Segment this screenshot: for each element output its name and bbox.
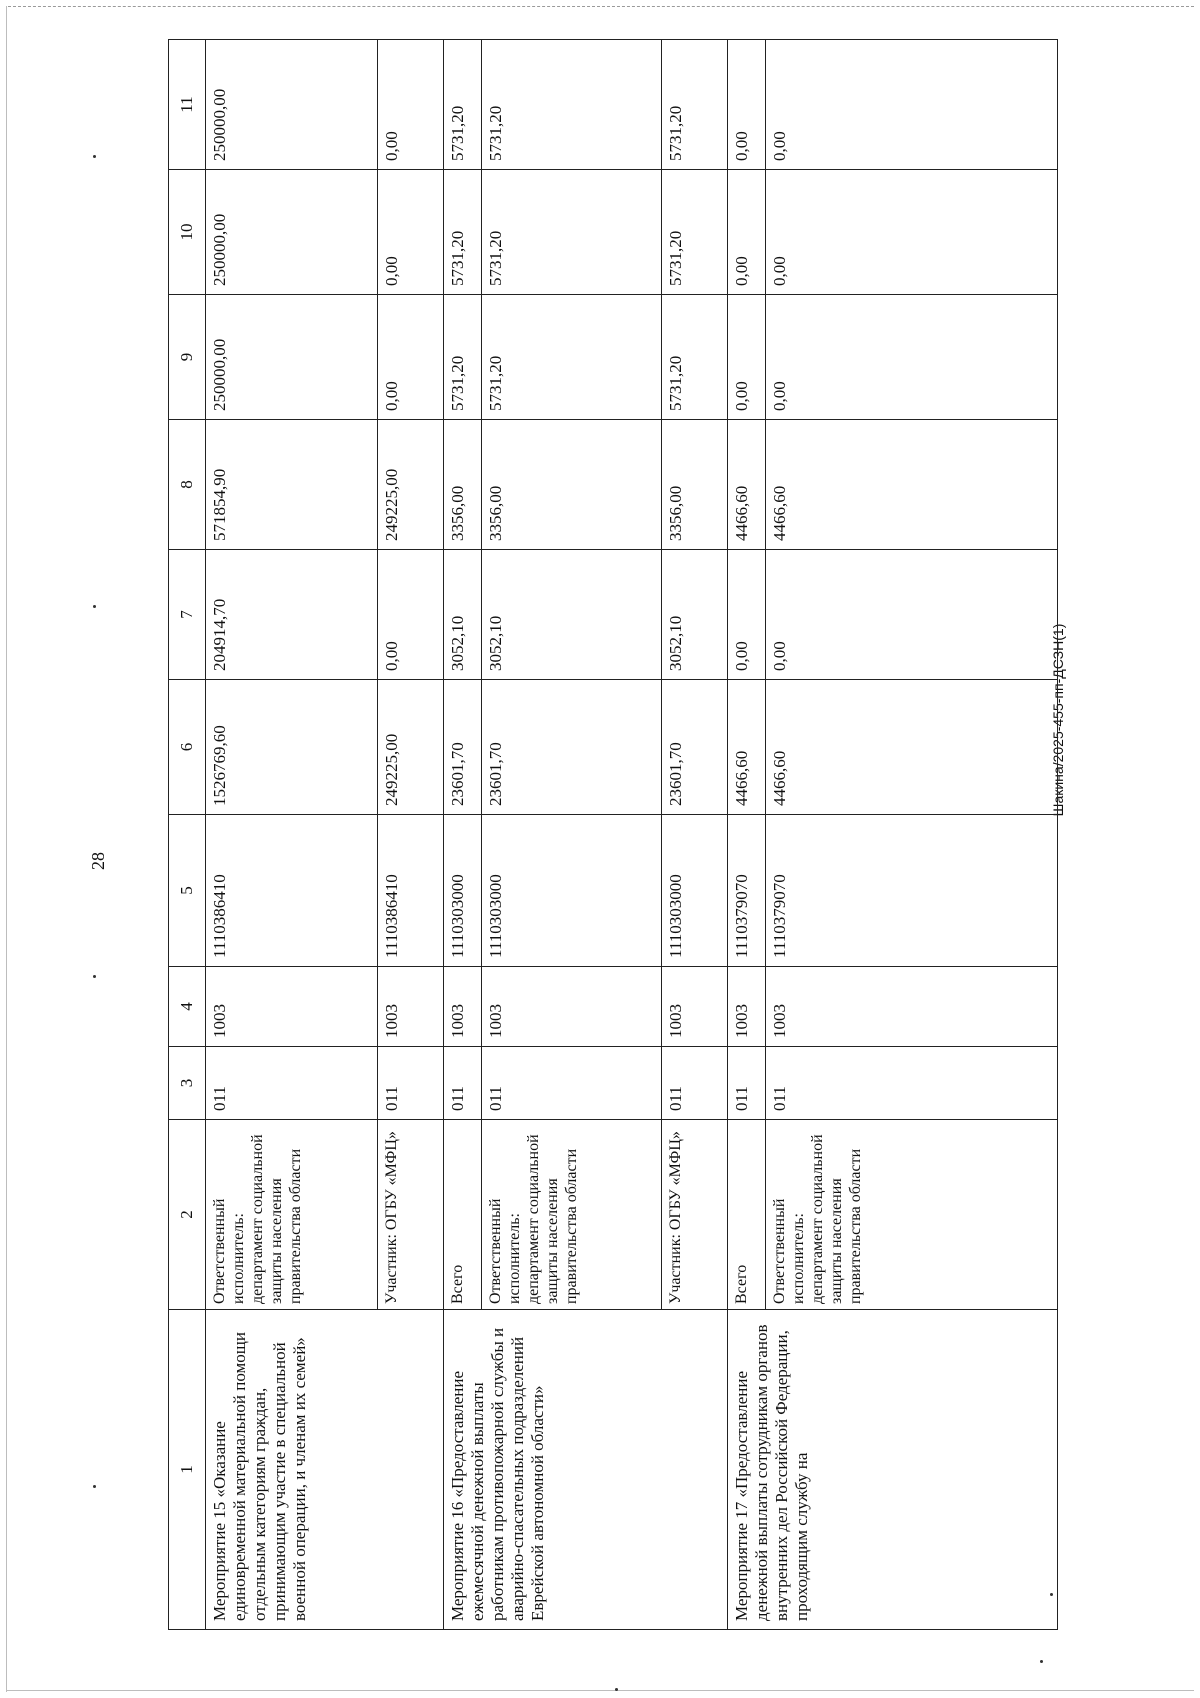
table-cell: 250000,00 xyxy=(206,40,378,170)
table-cell: 0,00 xyxy=(728,40,766,170)
table-cell: 3052,10 xyxy=(444,550,482,680)
table-cell: 23601,70 xyxy=(482,680,662,815)
table-cell: 23601,70 xyxy=(662,680,728,815)
table-cell: 0,00 xyxy=(378,550,444,680)
table-cell: 0,00 xyxy=(378,170,444,295)
table-cell: 4466,60 xyxy=(728,420,766,550)
table-cell: 3356,00 xyxy=(444,420,482,550)
column-header: 1 xyxy=(169,1310,206,1630)
table-cell: 011 xyxy=(206,1047,378,1120)
table-cell: 1003 xyxy=(766,967,1058,1047)
table-cell: 1003 xyxy=(662,967,728,1047)
executor-cell: Всего xyxy=(444,1120,482,1310)
table-cell: 1003 xyxy=(728,967,766,1047)
event-description: Мероприятие 16 «Предоставление ежемесячной денежной выплаты работникам противопожарной службы и аварийно-спасательных подразделений Еврейской автономной области» xyxy=(444,1310,728,1630)
table-cell: 0,00 xyxy=(378,40,444,170)
event-description: Мероприятие 17 «Предоставление денежной выплаты сотрудникам органов внутренних дел Российской Федерации, проходящим службу на xyxy=(728,1310,1058,1630)
scan-border-left xyxy=(6,6,7,1692)
table-cell: 1110303000 xyxy=(482,815,662,967)
document-code: Шакина/2025-455-пп-ДСЗН(1) xyxy=(1050,623,1066,817)
page-number: 28 xyxy=(88,852,108,870)
table-cell: 1526769,60 xyxy=(206,680,378,815)
column-header: 6 xyxy=(169,680,206,815)
table-cell: 3052,10 xyxy=(662,550,728,680)
scan-border-top xyxy=(8,6,1194,7)
table-cell: 5731,20 xyxy=(444,170,482,295)
table-cell: 0,00 xyxy=(728,295,766,420)
executor-cell: Участник: ОГБУ «МФЦ» xyxy=(378,1120,444,1310)
scan-speck xyxy=(93,605,96,608)
table-cell: 0,00 xyxy=(766,170,1058,295)
table-cell: 1110303000 xyxy=(444,815,482,967)
table-cell: 5731,20 xyxy=(482,295,662,420)
column-header: 8 xyxy=(169,420,206,550)
table-cell: 011 xyxy=(766,1047,1058,1120)
table-cell: 5731,20 xyxy=(444,40,482,170)
table-cell: 0,00 xyxy=(766,550,1058,680)
table-cell: 5731,20 xyxy=(482,40,662,170)
table-cell: 3356,00 xyxy=(662,420,728,550)
table-cell: 011 xyxy=(444,1047,482,1120)
table-cell: 1110379070 xyxy=(728,815,766,967)
table-cell: 5731,20 xyxy=(662,170,728,295)
table-cell: 0,00 xyxy=(728,170,766,295)
table-cell: 1003 xyxy=(444,967,482,1047)
table-cell: 1003 xyxy=(378,967,444,1047)
column-header: 4 xyxy=(169,967,206,1047)
table-cell: 1003 xyxy=(206,967,378,1047)
table-cell: 011 xyxy=(482,1047,662,1120)
table-cell: 249225,00 xyxy=(378,420,444,550)
table-cell: 249225,00 xyxy=(378,680,444,815)
column-header: 7 xyxy=(169,550,206,680)
table-cell: 3052,10 xyxy=(482,550,662,680)
table-cell: 23601,70 xyxy=(444,680,482,815)
table-cell: 1110303000 xyxy=(662,815,728,967)
scan-speck xyxy=(93,155,96,158)
table-row xyxy=(444,40,482,1630)
table-cell: 5731,20 xyxy=(444,295,482,420)
column-header: 9 xyxy=(169,295,206,420)
column-header: 2 xyxy=(169,1120,206,1310)
table-cell: 204914,70 xyxy=(206,550,378,680)
scan-speck xyxy=(1040,1660,1043,1663)
table-cell: 571854,90 xyxy=(206,420,378,550)
table-cell: 0,00 xyxy=(728,550,766,680)
executor-cell: Участник: ОГБУ «МФЦ» xyxy=(662,1120,728,1310)
table-cell: 250000,00 xyxy=(206,170,378,295)
table-cell: 011 xyxy=(728,1047,766,1120)
table-cell: 011 xyxy=(378,1047,444,1120)
table-cell: 4466,60 xyxy=(766,680,1058,815)
executor-cell: Всего xyxy=(728,1120,766,1310)
table-cell: 0,00 xyxy=(766,40,1058,170)
event-description: Мероприятие 15 «Оказание единовременной материальной помощи отдельным категориям граждан, принимающим участие в специальной военной операции, и членам их семей» xyxy=(206,1310,444,1630)
table-cell: 0,00 xyxy=(378,295,444,420)
table-cell: 1110379070 xyxy=(766,815,1058,967)
budget-table-rotated xyxy=(168,40,1058,1630)
table-row xyxy=(728,40,766,1630)
column-header: 10 xyxy=(169,170,206,295)
table-cell: 3356,00 xyxy=(482,420,662,550)
table-cell: 5731,20 xyxy=(662,295,728,420)
executor-cell: Ответственный исполнитель: департамент социальной защиты населения правительства области xyxy=(206,1120,378,1310)
table-cell: 250000,00 xyxy=(206,295,378,420)
scan-speck xyxy=(615,1688,618,1691)
table-cell: 1110386410 xyxy=(206,815,378,967)
table-cell: 5731,20 xyxy=(482,170,662,295)
table-cell: 0,00 xyxy=(766,295,1058,420)
column-number-row xyxy=(169,40,206,1630)
table-cell: 4466,60 xyxy=(728,680,766,815)
column-header: 11 xyxy=(169,40,206,170)
scan-speck xyxy=(93,1485,96,1488)
scan-speck xyxy=(93,975,96,978)
executor-cell: Ответственный исполнитель: департамент социальной защиты населения правительства области xyxy=(482,1120,662,1310)
table-row xyxy=(206,40,378,1630)
executor-cell: Ответственный исполнитель: департамент социальной защиты населения правительства области xyxy=(766,1120,1058,1310)
table-cell: 1003 xyxy=(482,967,662,1047)
table-cell: 1110386410 xyxy=(378,815,444,967)
budget-table xyxy=(168,39,1058,1630)
table-cell: 5731,20 xyxy=(662,40,728,170)
scan-border-bottom xyxy=(6,1690,1194,1691)
column-header: 3 xyxy=(169,1047,206,1120)
column-header: 5 xyxy=(169,815,206,967)
table-cell: 4466,60 xyxy=(766,420,1058,550)
table-cell: 011 xyxy=(662,1047,728,1120)
